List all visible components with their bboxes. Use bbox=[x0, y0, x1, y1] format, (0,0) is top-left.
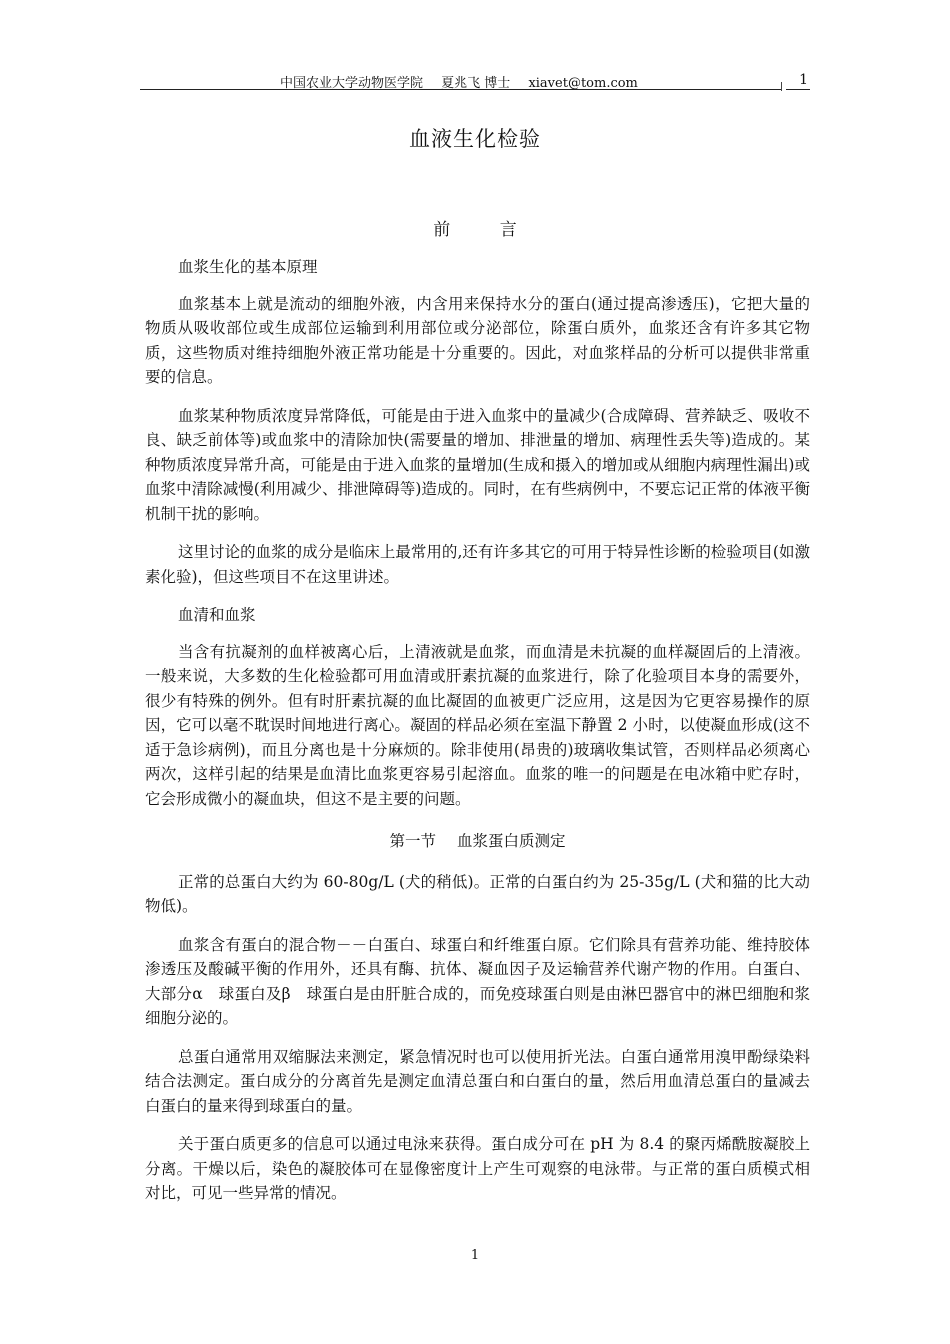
header-rule-right bbox=[786, 89, 810, 90]
paragraph: 血浆含有蛋白的混合物－－白蛋白、球蛋白和纤维蛋白原。它们除具有营养功能、维持胶体渗透压及酸碱平衡的作用外，还具有酶、抗体、凝血因子及运输营养代谢产物的作用。白蛋白、大部分α 球蛋白及β 球蛋白是由肝脏合成的，而免疫球蛋白则是由淋巴器官中的淋巴细胞和浆细胞分泌的。 bbox=[145, 935, 810, 1027]
paragraph: 这里讨论的血浆的成分是临床上最常用的,还有许多其它的可用于特异性诊断的检验项目(如激素化验)，但这些项目不在这里讲述。 bbox=[145, 543, 810, 586]
section-heading bbox=[145, 829, 810, 854]
footer-page-number: 1 bbox=[470, 1248, 480, 1263]
section-number: 第一节 bbox=[389, 832, 437, 850]
header-rule bbox=[140, 89, 782, 90]
document-title: 血液生化检验 bbox=[409, 127, 541, 151]
serum-heading: 血清和血浆 bbox=[178, 606, 256, 624]
preface-heading: 前 言 bbox=[433, 220, 539, 240]
paragraph: 血浆某种物质浓度异常降低，可能是由于进入血浆中的量减少(合成障碍、营养缺乏、吸收不良、缺乏前体等)或血浆中的清除加快(需要量的增加、排泄量的增加、病理性丢失等)造成的。某种物质浓度异常升高，可能是由于进入血浆的量增加(生成和摄入的增加或从细胞内病理性漏出)或血浆中清除减慢(利用减少、排泄障碍等)造成的。同时，在有些病例中，不要忘记正常的体液平衡机制干扰的影响。 bbox=[145, 406, 810, 523]
paragraph: 总蛋白通常用双缩脲法来测定，紧急情况时也可以使用折光法。白蛋白通常用溴甲酚绿染料结合法测定。蛋白成分的分离首先是测定血清总蛋白和白蛋白的量，然后用血清总蛋白的量减去白蛋白的量来得到球蛋白的量。 bbox=[145, 1047, 810, 1115]
page-header bbox=[140, 70, 810, 92]
header-institution: 中国农业大学动物医学院 bbox=[280, 76, 424, 91]
paragraph: 血浆基本上就是流动的细胞外液，内含用来保持水分的蛋白(通过提高渗透压)，它把大量的物质从吸收部位或生成部位运输到利用部位或分泌部位，除蛋白质外，血浆还含有许多其它物质，这些物质对维持细胞外液正常功能是十分重要的。因此，对血浆样品的分析可以提供非常重要的信息。 bbox=[145, 294, 810, 386]
header-author: 夏兆飞 博士 bbox=[441, 76, 511, 91]
paragraph: 关于蛋白质更多的信息可以通过电泳来获得。蛋白成分可在 pH 为 8.4 的聚丙烯酰胺凝胶上分离。干燥以后，染色的凝胶体可在显像密度计上产生可观察的电泳带。与正常的蛋白质模式相对比，可见一些异常的情况。 bbox=[145, 1135, 810, 1202]
header-email: xiavet@tom.com bbox=[528, 76, 638, 91]
section-title: 血浆蛋白质测定 bbox=[456, 832, 566, 850]
paragraph: 当含有抗凝剂的血样被离心后，上清液就是血浆，而血清是未抗凝的血样凝固后的上清液。一般来说，大多数的生化检验都可用血清或肝素抗凝的血浆进行，除了化验项目本身的需要外，很少有特殊的例外。但有时肝素抗凝的血比凝固的血被更广泛应用，这是因为它更容易操作的原因，它可以毫不耽误时间地进行离心。凝固的样品必须在室温下静置 2 小时，以使凝血形成(这不适于急诊病例)，而且分离也是十分麻烦的。除非使用(昂贵的)玻璃收集试管，否则样品必须离心两次，这样引起的结果是血清比血浆更容易引起溶血。血浆的唯一的问题是在电冰箱中贮存时，它会形成微小的凝血块，但这不是主要的问题。 bbox=[145, 642, 810, 808]
paragraph: 正常的总蛋白大约为 60-80g/L (犬的稍低)。正常的白蛋白约为 25-35g/L (犬和猫的比大动物低)。 bbox=[145, 872, 810, 915]
header-rule-tick bbox=[781, 82, 782, 91]
document-body bbox=[145, 255, 810, 1220]
header-page-number: 1 bbox=[799, 72, 808, 88]
principles-heading: 血浆生化的基本原理 bbox=[178, 258, 318, 276]
